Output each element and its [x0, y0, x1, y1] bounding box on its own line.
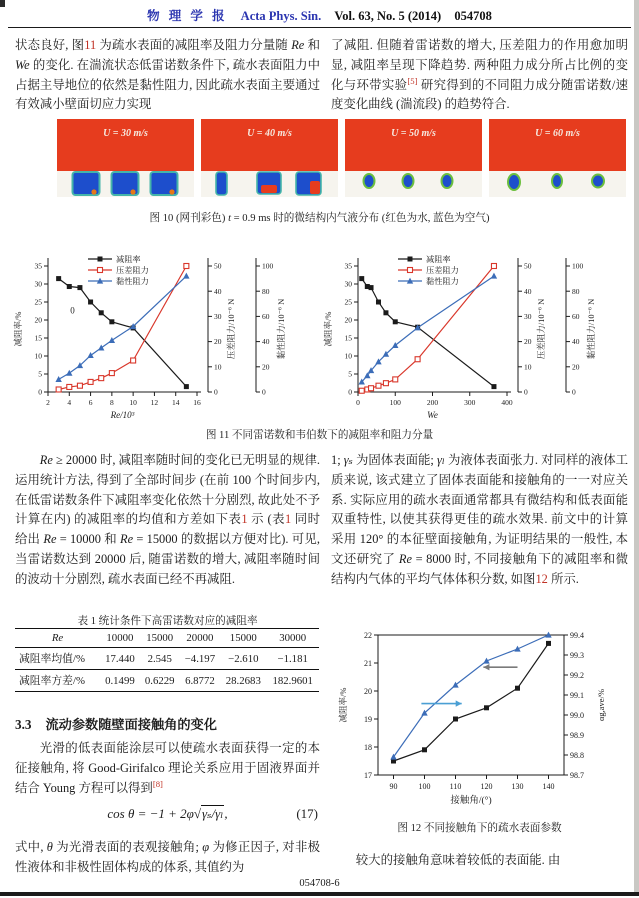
svg-text:400: 400 [501, 398, 513, 407]
svg-text:40: 40 [214, 286, 222, 296]
table1-caption: 表 1 统计条件下高雷诺数对应的减阻率 [77, 616, 258, 627]
svg-text:98.7: 98.7 [570, 770, 584, 780]
equation-lhs: cos θ = −1 + 2φ [107, 806, 194, 821]
svg-text:2: 2 [46, 398, 50, 407]
svg-text:20: 20 [572, 362, 580, 372]
svg-text:30: 30 [344, 279, 352, 289]
figure12-chart [334, 629, 634, 819]
svg-text:130: 130 [511, 782, 524, 791]
svg-text:20: 20 [524, 337, 532, 347]
svg-text:5: 5 [348, 369, 352, 379]
svg-text:98.8: 98.8 [570, 750, 584, 760]
equation-number: (17) [296, 806, 318, 821]
svg-text:0: 0 [38, 387, 42, 397]
svg-text:0: 0 [572, 387, 576, 397]
svg-text:接触角/(°): 接触角/(°) [450, 796, 492, 806]
table1-head [15, 629, 319, 648]
page-bottom-edge [0, 892, 639, 896]
svg-text:压差阻力/10⁻⁶ N: 压差阻力/10⁻⁶ N [226, 298, 236, 360]
svg-text:10: 10 [524, 362, 532, 372]
svg-text:0: 0 [214, 387, 218, 397]
svg-text:40: 40 [524, 286, 532, 296]
radical-sign: √ [193, 806, 201, 821]
table1-body [15, 648, 319, 692]
table-cell: 0.6229 [144, 674, 175, 687]
figure10-caption: 图 10 (网刊彩色) t = 0.9 ms 时的微结构内气液分布 (红色为水, 蓝色为空气) [149, 213, 490, 224]
svg-text:20: 20 [34, 315, 42, 325]
table-cell: 0.1499 [105, 674, 135, 687]
paragraph-left-1: 状态良好, 图11 为疏水表面的减阻率及阻力分量随 Re 和 We 的变化. 在湍流状态低雷诺数条件下, 疏水表面阻力中占据主导地位的依然是黏性阻力, 因此疏水表面主要通过有效减小壁面切应力实现 [15, 38, 320, 112]
svg-text:0: 0 [524, 387, 528, 397]
svg-text:17: 17 [364, 770, 372, 780]
svg-text:100: 100 [389, 398, 401, 407]
paragraph-right-2: 1; γₛ 为固体表面能; γₗ 为液体表面张力. 对同样的液体工质来说, 该式建立了固体表面能和接触角的一一对应关系. 实际应用的疏水表面通常都具有微结构和低表面能双重特性, 以使其获得更佳的疏水效果. 前文中的计算采用 120° 的本征壁面接触角, 为证明结果的一般性, 本文还研究了 Re = 8000 时, 不同接触角下的减阻率和微结构内气体的平均气体体积分数, 如图12 所示. [331, 453, 628, 586]
figure10-panel [201, 119, 338, 199]
svg-text:αg,ave/%: αg,ave/% [596, 688, 606, 722]
svg-text:22: 22 [364, 630, 372, 640]
svg-text:20: 20 [344, 315, 352, 325]
svg-text:15: 15 [34, 333, 42, 343]
figure11-chart-we [322, 252, 627, 427]
journal-header [0, 6, 639, 24]
svg-text:80: 80 [262, 286, 270, 296]
svg-text:6: 6 [88, 398, 93, 407]
svg-text:20: 20 [364, 686, 372, 696]
table-row [15, 670, 319, 692]
svg-text:U = 40 m/s: U = 40 m/s [247, 128, 292, 139]
svg-text:35: 35 [344, 261, 352, 271]
table-header-cell: 20000 [186, 632, 214, 644]
svg-text:25: 25 [344, 297, 352, 307]
figure11-caption: 图 11 不同雷诺数和韦伯数下的减阻率和阻力分量 [205, 430, 434, 441]
svg-text:99.1: 99.1 [570, 690, 584, 700]
table-cell: −2.610 [228, 652, 259, 665]
svg-text:50: 50 [524, 261, 532, 271]
svg-text:0: 0 [262, 387, 266, 397]
svg-text:100: 100 [418, 782, 431, 791]
svg-text:99.2: 99.2 [570, 670, 584, 680]
table-row [15, 648, 319, 670]
svg-text:U = 30 m/s: U = 30 m/s [103, 128, 148, 139]
equation-tail: , [224, 806, 228, 821]
svg-text:10: 10 [214, 362, 222, 372]
svg-text:0: 0 [356, 398, 360, 407]
figure11-chart-re [12, 252, 317, 427]
table-header-cell: Re [51, 632, 64, 644]
paragraph-right-1: 了减阻. 但随着雷诺数的增大, 压差阻力的作用愈加明显, 减阻率呈现下降趋势. 两种阻力成分所占比例的变化与环带实验[5] 研究得到的不同阻力成分随雷诺数/速度变化曲线 (湍流段) 的趋势符合. [331, 38, 628, 112]
svg-text:100: 100 [262, 261, 274, 271]
svg-text:8: 8 [109, 398, 114, 407]
svg-text:Re/10³: Re/10³ [110, 410, 135, 420]
svg-text:99.3: 99.3 [570, 650, 584, 660]
table-cell: 减阻率均值/% [19, 653, 85, 665]
svg-text:30: 30 [34, 279, 42, 289]
svg-text:5: 5 [38, 369, 42, 379]
table-header-cell: 10000 [106, 632, 134, 644]
svg-text:40: 40 [262, 337, 270, 347]
svg-text:16: 16 [193, 398, 201, 407]
svg-text:减阻率/%: 减阻率/% [13, 311, 23, 347]
svg-text:14: 14 [171, 398, 180, 407]
svg-text:10: 10 [129, 398, 137, 407]
svg-text:黏性阻力: 黏性阻力 [426, 277, 459, 286]
svg-text:黏性阻力/10⁻⁶ N: 黏性阻力/10⁻⁶ N [586, 298, 596, 360]
table-cell: 28.2683 [225, 674, 261, 687]
svg-text:200: 200 [426, 398, 439, 407]
table-cell: 6.8772 [185, 674, 215, 687]
journal-volume: Vol. 63, No. 5 (2014) [334, 9, 442, 23]
paragraph-left-4: 式中, θ 为光滑表面的表观接触角; φ 为修正因子, 对非极性液体和非极性固体构成的体系, 其值约为 [15, 840, 320, 874]
svg-text:U = 50 m/s: U = 50 m/s [391, 128, 436, 139]
svg-text:60: 60 [262, 312, 270, 321]
table-header-cell: 15000 [229, 632, 257, 644]
svg-text:减阻率: 减阻率 [116, 255, 141, 264]
paragraph-left-3: 光滑的低表面能涂层可以使疏水表面获得一定的本征接触角, 将 Good-Girifalco 理论关系应用于固液界面并结合 Young 方程可以得到[8] [15, 741, 320, 795]
svg-text:40: 40 [572, 337, 580, 347]
svg-text:25: 25 [34, 297, 42, 307]
svg-text:35: 35 [34, 261, 42, 271]
svg-text:4: 4 [67, 398, 72, 407]
svg-text:12: 12 [150, 398, 159, 407]
svg-text:50: 50 [214, 261, 222, 271]
paragraph-right-close: 较大的接触角意味着较低的表面能. 由 [355, 853, 561, 867]
svg-text:140: 140 [542, 782, 555, 791]
journal-title-en: Acta Phys. Sin. [240, 9, 322, 23]
table-cell: −1.181 [277, 652, 308, 665]
svg-text:120: 120 [480, 782, 493, 791]
journal-title-cn: 物 理 学 报 [147, 9, 228, 23]
svg-text:20: 20 [214, 337, 222, 347]
table-header-cell: 15000 [146, 632, 174, 644]
equation-17 [15, 806, 320, 822]
svg-text:10: 10 [34, 351, 42, 361]
svg-text:0: 0 [70, 305, 75, 316]
table-cell: 减阻率方差/% [19, 675, 85, 687]
svg-text:99.4: 99.4 [570, 630, 584, 640]
section-number: 3.3 [15, 717, 32, 732]
svg-text:18: 18 [364, 742, 372, 752]
svg-text:黏性阻力: 黏性阻力 [116, 277, 149, 286]
figure10-panel [57, 119, 194, 199]
figure10-panels [57, 119, 626, 199]
svg-text:15: 15 [344, 333, 352, 343]
svg-text:减阻率: 减阻率 [426, 255, 451, 264]
svg-text:压差阻力: 压差阻力 [426, 266, 459, 275]
svg-text:100: 100 [572, 261, 584, 271]
section-title: 流动参数随壁面接触角的变化 [45, 717, 217, 732]
svg-text:30: 30 [214, 312, 222, 321]
svg-text:20: 20 [262, 362, 270, 372]
svg-text:0: 0 [348, 387, 352, 397]
svg-text:19: 19 [364, 714, 372, 724]
table-row [15, 629, 319, 648]
svg-text:30: 30 [524, 312, 532, 321]
svg-text:90: 90 [389, 782, 398, 791]
table-cell: −4.197 [184, 652, 216, 665]
svg-text:10: 10 [344, 351, 352, 361]
header-rule [8, 27, 631, 28]
svg-text:60: 60 [572, 312, 580, 321]
svg-text:We: We [427, 410, 438, 420]
table-cell: 182.9601 [272, 674, 313, 687]
svg-text:110: 110 [449, 782, 462, 791]
table-cell: 17.440 [105, 652, 135, 665]
svg-text:压差阻力: 压差阻力 [116, 266, 149, 275]
article-number: 054708 [454, 9, 492, 23]
svg-text:减阻率/%: 减阻率/% [338, 687, 348, 723]
svg-text:压差阻力/10⁻⁶ N: 压差阻力/10⁻⁶ N [536, 298, 546, 360]
table1 [15, 628, 319, 692]
svg-text:U = 60 m/s: U = 60 m/s [535, 128, 580, 139]
svg-text:黏性阻力/10⁻⁶ N: 黏性阻力/10⁻⁶ N [276, 298, 286, 360]
svg-text:80: 80 [572, 286, 580, 296]
page-footer: 054708-6 [299, 878, 340, 889]
page-right-edge [634, 0, 639, 893]
svg-text:300: 300 [464, 398, 476, 407]
figure12-caption: 图 12 不同接触角下的疏水表面参数 [397, 823, 562, 834]
svg-text:99.0: 99.0 [570, 710, 584, 720]
svg-text:98.9: 98.9 [570, 730, 584, 740]
equation-sqrt-arg: γₛ/γₗ [201, 806, 224, 821]
section-3-3-heading [15, 714, 320, 733]
table-cell: 2.545 [147, 652, 172, 665]
svg-text:减阻率/%: 减阻率/% [323, 311, 333, 347]
figure10-panel [489, 119, 626, 199]
paragraph-left-2: Re ≥ 20000 时, 减阻率随时间的变化已无明显的规律. 运用统计方法, 得到了全部时间步 (在前 100 个时间步内, 在低雷诺数条件下减阻率变化依然十分剧烈, 故此处不予计算在内) 的减阻率的均值和方差如下表1 示 (表1 同时给出 Re = 10000 和 Re = 15000 的数据以方便对比). 可见, 当雷诺数达到 20000 后, 随雷诺数的增大, 减阻率随时间的波动十分剧烈, 疏水表面已经不再减阻. [15, 453, 320, 586]
figure10-panel [345, 119, 482, 199]
table-header-cell: 30000 [279, 632, 307, 644]
svg-text:21: 21 [364, 658, 372, 668]
